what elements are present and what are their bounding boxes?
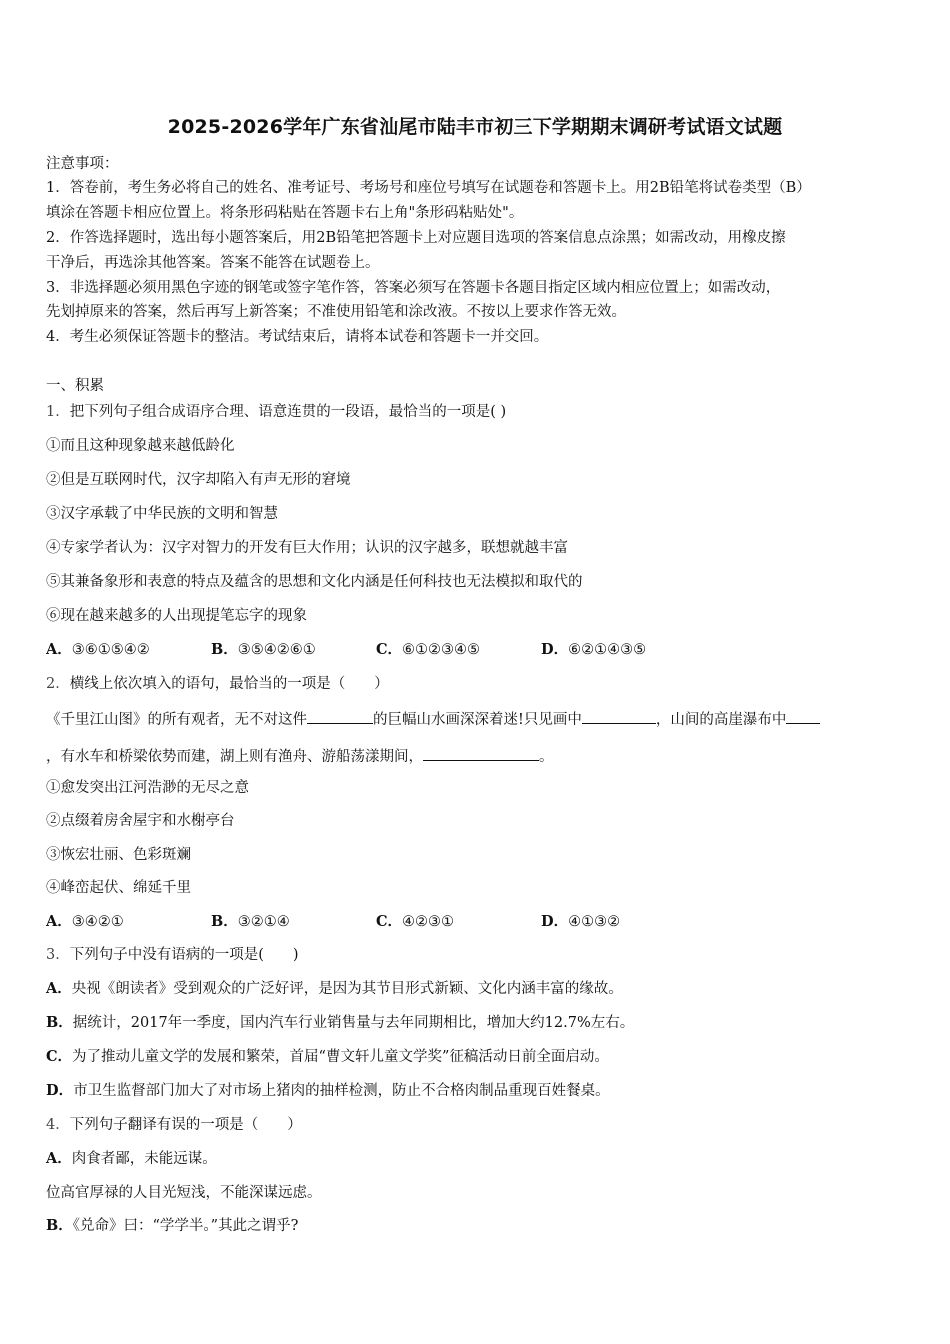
q2-item: ②点缀着房舍屋宇和水榭亭台 xyxy=(46,813,235,829)
question-number: 3． xyxy=(46,947,70,963)
question-number: 4． xyxy=(46,1117,70,1133)
answer-blank[interactable] xyxy=(423,746,539,761)
q1-item: ④专家学者认为：汉字对智力的开发有巨大作用；认识的汉字越多，联想就越丰富 xyxy=(46,540,568,556)
question-stem: 横线上依次填入的语句，最恰当的一项是（ ） xyxy=(69,676,389,692)
option-a[interactable]: A．③⑥①⑤④② xyxy=(46,641,150,658)
question-stem: 把下列句子组合成语序合理、语意连贯的一段语，最恰当的一项是( ) xyxy=(69,404,507,420)
question-1 xyxy=(46,403,506,421)
notice-line: 4．考生必须保证答题卡的整洁。考试结束后，请将本试卷和答题卡一并交回。 xyxy=(46,329,549,345)
option-c[interactable]: C．④②③① xyxy=(376,913,455,930)
question-3 xyxy=(46,946,299,964)
answer-blank[interactable] xyxy=(582,709,656,724)
option-d[interactable]: D．⑥②①④③⑤ xyxy=(541,641,647,658)
question-number: 2． xyxy=(46,676,70,692)
option-b[interactable]: B．据统计，2017年一季度，国内汽车行业销售量与去年同期相比，增加大约12.7%左右。 xyxy=(46,1014,635,1031)
q1-item: ⑥现在越来越多的人出现提笔忘字的现象 xyxy=(46,608,307,624)
option-d[interactable]: D．市卫生监督部门加大了对市场上猪肉的抽样检测，防止不合格肉制品重现百姓餐桌。 xyxy=(46,1082,610,1099)
q2-item: ①愈发突出江河浩渺的无尽之意 xyxy=(46,780,249,796)
question-stem: 下列句子翻译有误的一项是（ ） xyxy=(69,1117,302,1133)
notice-line: 干净后，再选涂其他答案。答案不能答在试题卷上。 xyxy=(46,255,380,271)
q2-options xyxy=(46,913,620,931)
q1-item: ②但是互联网时代，汉字却陷入有声无形的窘境 xyxy=(46,472,351,488)
notice-line: 填涂在答题卡相应位置上。将条形码粘贴在答题卡右上角"条形码粘贴处"。 xyxy=(46,205,524,221)
option-a[interactable]: A．③④②① xyxy=(46,913,124,930)
q1-options xyxy=(46,641,646,659)
notice-heading: 注意事项： xyxy=(46,156,119,172)
notice-line: 先划掉原来的答案，然后再写上新答案；不准使用铅笔和涂改液。不按以上要求作答无效。 xyxy=(46,304,626,320)
page-title: 2025-2026学年广东省汕尾市陆丰市初三下学期期末调研考试语文试题 xyxy=(167,116,783,138)
option-b[interactable]: B．《兑命》曰：“学学半。”其此之谓乎? xyxy=(46,1217,299,1234)
q2-item: ④峰峦起伏、绵延千里 xyxy=(46,880,191,896)
section-heading: 一、积累 xyxy=(46,378,104,394)
option-a-translation: 位高官厚禄的人目光短浅，不能深谋远虑。 xyxy=(46,1185,322,1201)
question-2 xyxy=(46,675,389,693)
answer-blank[interactable] xyxy=(786,709,820,724)
notice-line: 3．非选择题必须用黑色字迹的钢笔或签字笔作答，答案必须写在答题卡各题目指定区域内相应位置上；如需改动， xyxy=(46,280,781,296)
option-a[interactable]: A．肉食者鄙，未能远谋。 xyxy=(46,1150,217,1167)
answer-blank[interactable] xyxy=(307,709,373,724)
q1-item: ⑤其兼备象形和表意的特点及蕴含的思想和文化内涵是任何科技也无法模拟和取代的 xyxy=(46,574,583,590)
option-b[interactable]: B．③②①④ xyxy=(211,913,290,930)
option-d[interactable]: D．④①③② xyxy=(541,913,621,930)
option-b[interactable]: B．③⑤④②⑥① xyxy=(211,641,316,658)
option-c[interactable]: C．为了推动儿童文学的发展和繁荣，首届“曹文轩儿童文学奖”征稿活动日前全面启动。 xyxy=(46,1048,609,1065)
option-a[interactable]: A．央视《朗读者》受到观众的广泛好评，是因为其节目形式新颖、文化内涵丰富的缘故。 xyxy=(46,980,623,997)
option-c[interactable]: C．⑥①②③④⑤ xyxy=(376,641,481,658)
question-stem: 下列句子中没有语病的一项是( ) xyxy=(69,947,299,963)
q2-passage-line-2: ，有水车和桥梁依势而建，湖上则有渔舟、游船荡漾期间， 。 xyxy=(46,746,554,766)
question-4 xyxy=(46,1116,302,1134)
notice-line: 2．作答选择题时，选出每小题答案后，用2B铅笔把答题卡上对应题目选项的答案信息点涂黑；如需改动，用橡皮擦 xyxy=(46,230,786,246)
q1-item: ①而且这种现象越来越低龄化 xyxy=(46,438,235,454)
notice-line: 1．答卷前，考生务必将自己的姓名、准考证号、考场号和座位号填写在试题卷和答题卡上。用2B铅笔将试卷类型（B） xyxy=(46,180,811,196)
question-number: 1． xyxy=(46,404,70,420)
q1-item: ③汉字承载了中华民族的文明和智慧 xyxy=(46,506,278,522)
q2-item: ③恢宏壮丽、色彩斑斓 xyxy=(46,847,191,863)
q2-passage-line-1: 《千里江山图》的所有观者，无不对这件 的巨幅山水画深深着迷!只见画中 ，山间的高崖瀑布中 xyxy=(46,709,820,729)
